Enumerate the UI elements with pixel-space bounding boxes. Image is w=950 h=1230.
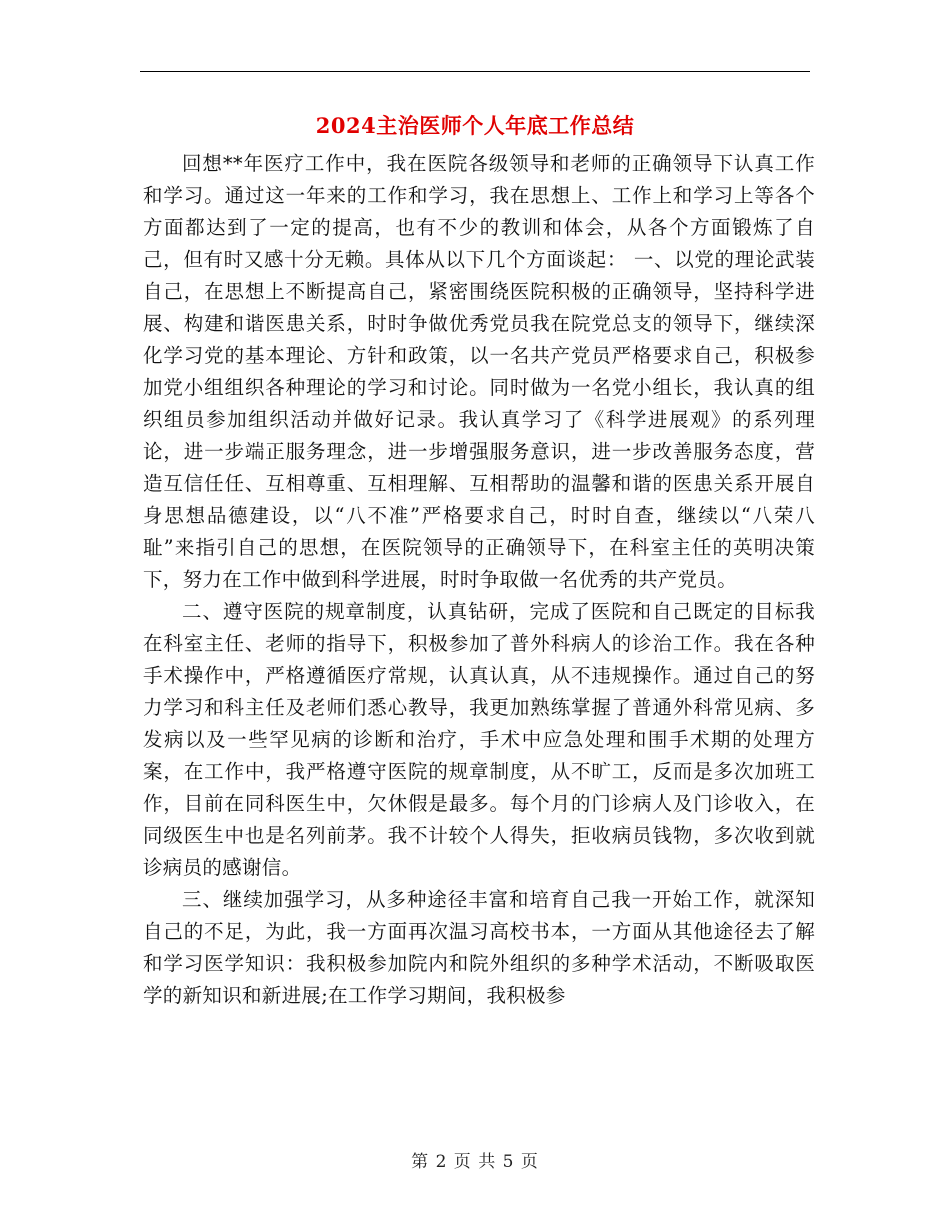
header-rule [140,71,810,72]
document-title: 2024主治医师个人年底工作总结 [315,113,635,138]
page-number-footer: 第 2 页 共 5 页 [411,1152,539,1172]
paragraph-1: 回想**年医疗工作中，我在医院各级领导和老师的正确领导下认真工作和学习。通过这一年来的工作和学习，我在思想上、工作上和学习上等各个方面都达到了一定的提高，也有不少的教训和体会，从各个方面锻炼了自己，但有时又感十分无赖。具体从以下几个方面谈起： 一、以党的理论武装自己，在思想上不断提高自己，紧密围绕医院积极的正确领导，坚持科学进展、构建和谐医患关系，时时争做优秀党员我在院党总支的领导下，继续深化学习党的基本理论、方针和政策，以一名共产党员严格要求自己，积极参加党小组组织各种理论的学习和讨论。同时做为一名党小组长，我认真的组织组员参加组织活动并做好记录。我认真学习了《科学进展观》的系列理论，进一步端正服务理念，进一步增强服务意识，进一步改善服务态度，营造互信任任、互相尊重、互相理解、互相帮助的温馨和谐的医患关系开展自身思想品德建设，以“八不准”严格要求自己，时时自查，继续以“八荣八耻”来指引自己的思想，在医院领导的正确领导下，在科室主任的英明决策下，努力在工作中做到科学进展，时时争取做一名优秀的共产党员。 [143,152,815,591]
document-body [143,148,815,1012]
paragraph-2: 二、遵守医院的规章制度，认真钻研，完成了医院和自己既定的目标我在科室主任、老师的指导下，积极参加了普外科病人的诊治工作。我在各种手术操作中，严格遵循医疗常规，认真认真，从不违规操作。通过自己的努力学习和科主任及老师们悉心教导，我更加熟练掌握了普通外科常见病、多发病以及一些罕见病的诊断和治疗，手术中应急处理和围手术期的处理方案，在工作中，我严格遵守医院的规章制度，从不旷工，反而是多次加班工作，目前在同科医生中，欠休假是最多。每个月的门诊病人及门诊收入，在同级医生中也是名列前茅。我不计较个人得失，拒收病员钱物，多次收到就诊病员的感谢信。 [143,600,815,879]
paragraph-3: 三、继续加强学习，从多种途径丰富和培育自己我一开始工作，就深知自己的不足，为此，我一方面再次温习高校书本，一方面从其他途径去了解和学习医学知识：我积极参加院内和院外组织的多种学术活动，不断吸取医学的新知识和新进展;在工作学习期间，我积极参 [143,888,815,1007]
